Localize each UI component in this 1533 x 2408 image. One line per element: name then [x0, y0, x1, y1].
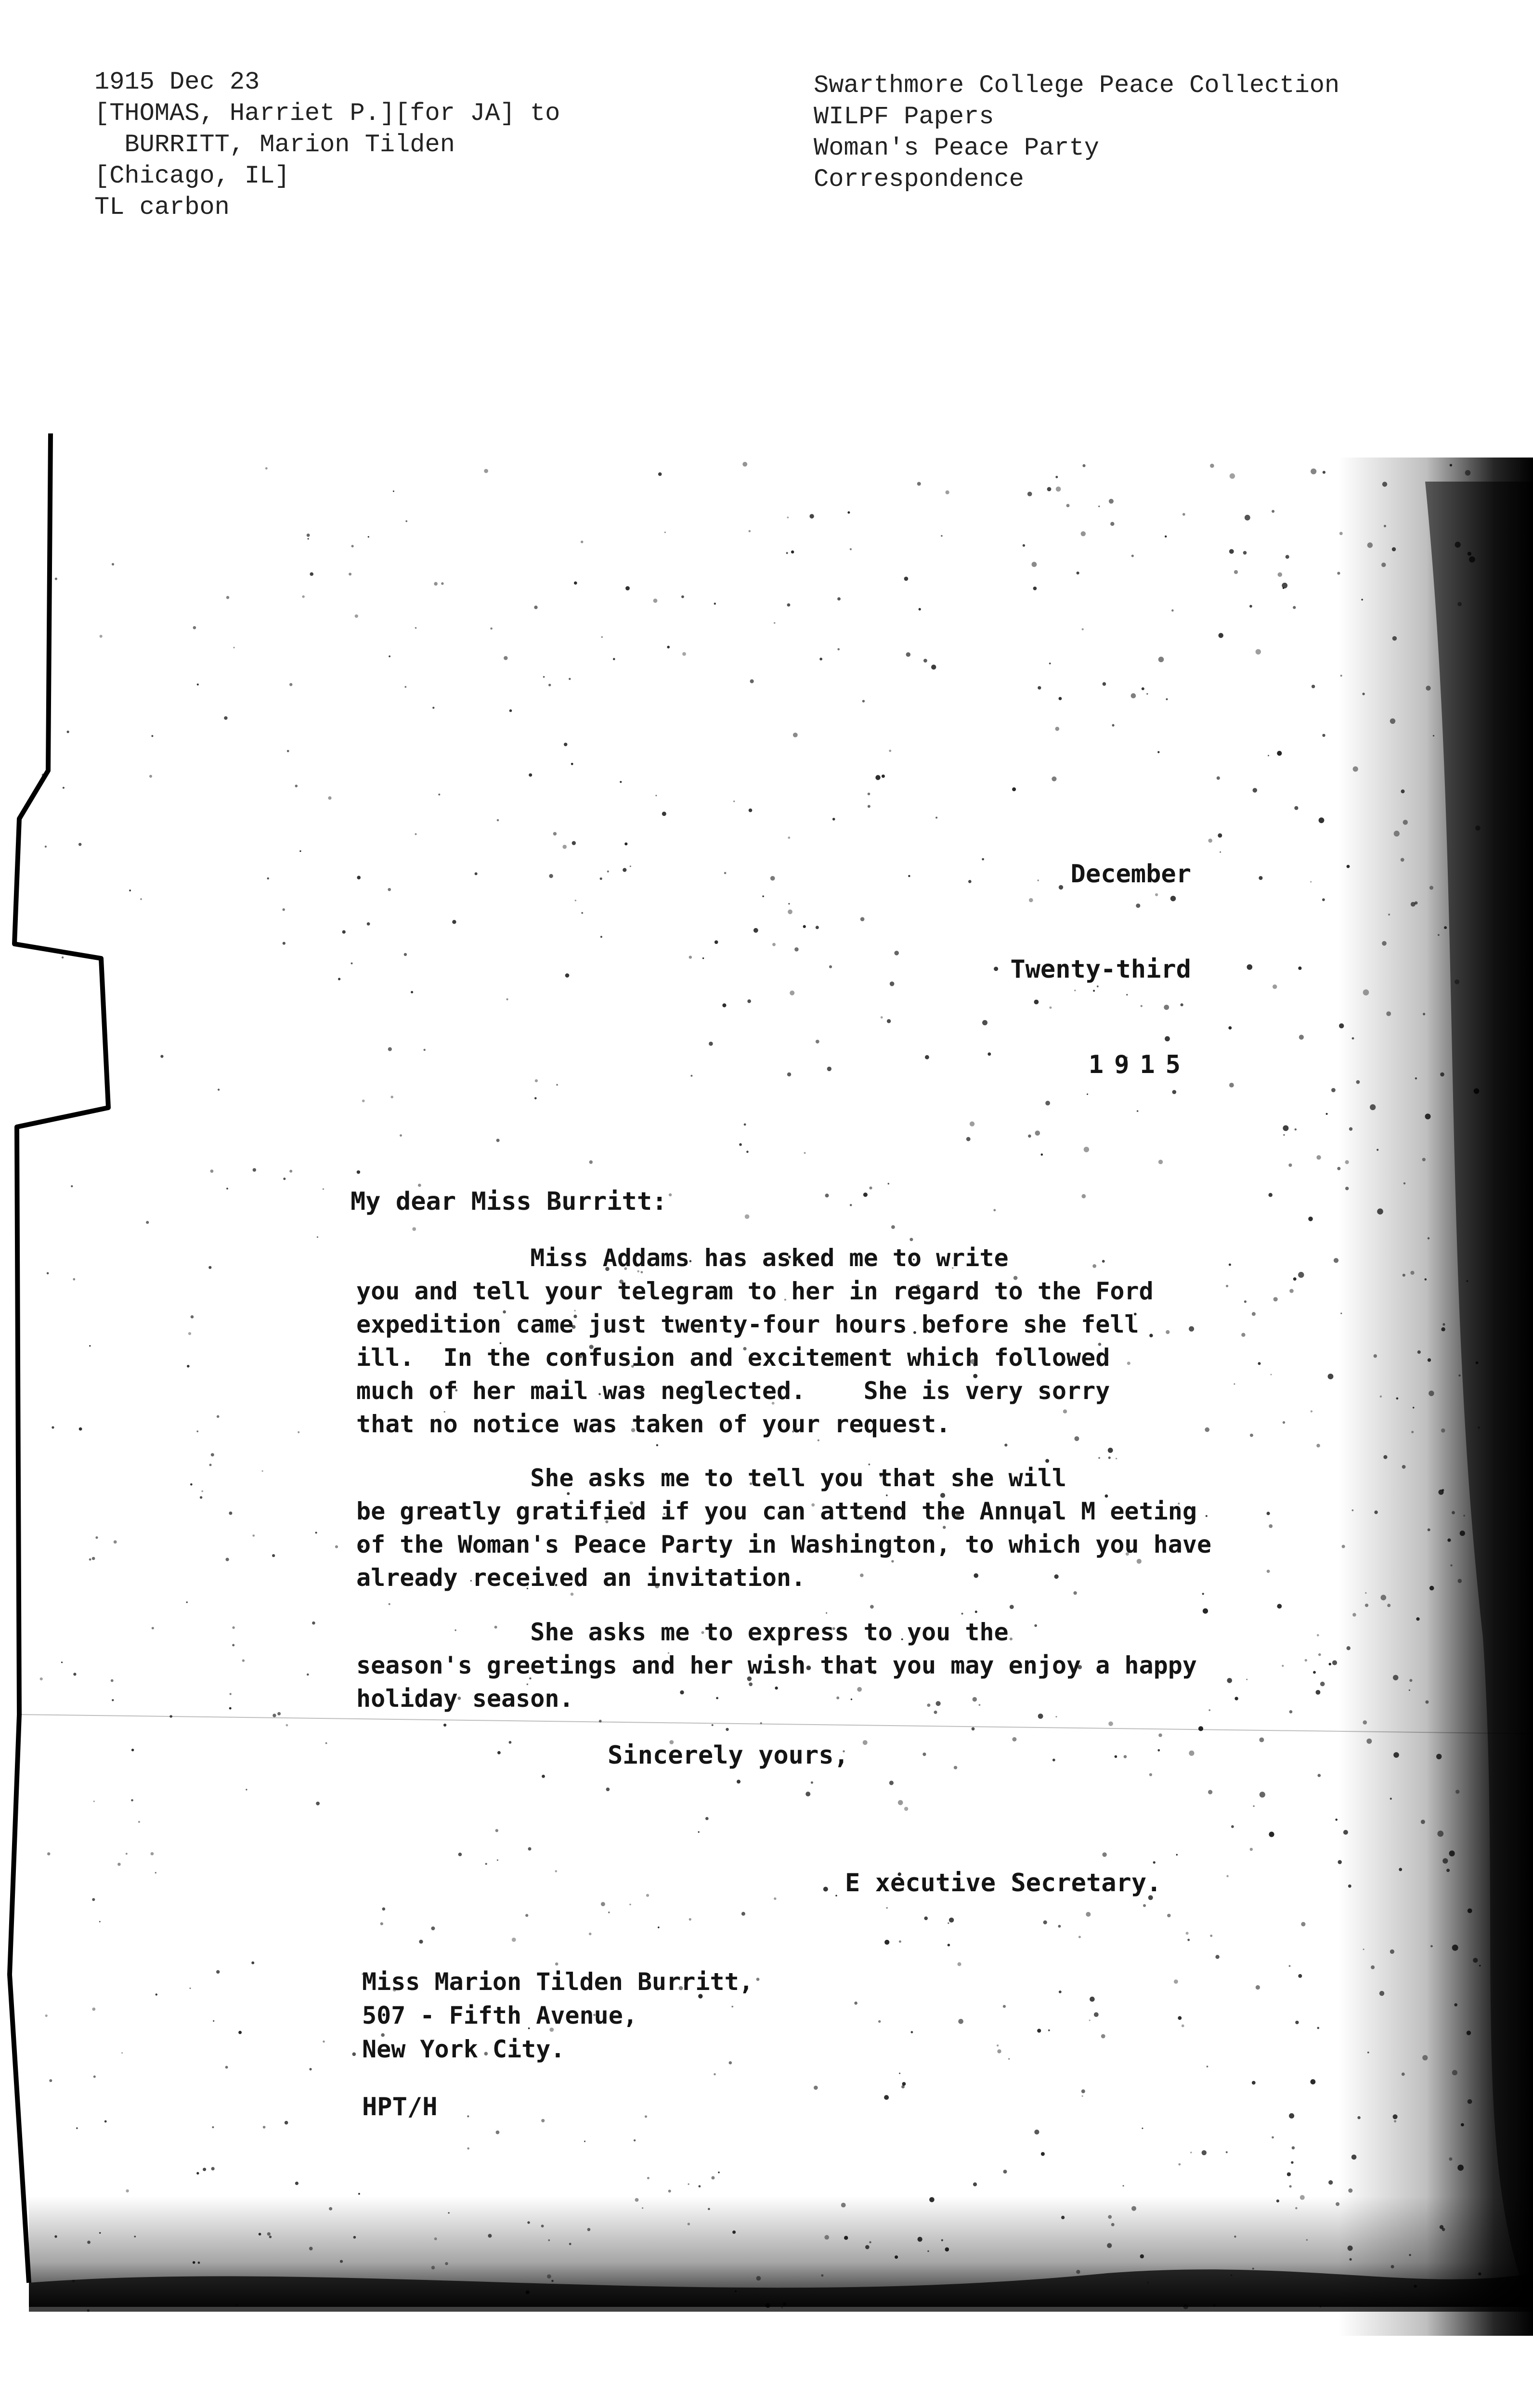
- date-day: Twenty-third: [1010, 955, 1191, 984]
- date-month: December: [1070, 860, 1191, 889]
- catalog-place: [Chicago, IL]: [94, 162, 290, 190]
- paragraph-line: be greatly gratified if you can attend the Annual M eeting: [356, 1497, 1197, 1525]
- closing: Sincerely yours,: [608, 1741, 849, 1770]
- salutation: My dear Miss Burritt:: [351, 1187, 667, 1216]
- address-street: 507 - Fifth Avenue,: [362, 2002, 637, 2029]
- collection-name: Swarthmore College Peace Collection: [814, 71, 1340, 100]
- address-city: New York City.: [362, 2035, 565, 2063]
- catalog-author: [THOMAS, Harriet P.][for JA] to: [94, 99, 560, 128]
- collection-subseries: Woman's Peace Party: [814, 134, 1099, 162]
- paragraph-line: expedition came just twenty-four hours before she fell: [356, 1310, 1139, 1338]
- paragraph-line: that no notice was taken of your request.: [356, 1410, 951, 1438]
- catalog-info-left: [94, 66, 560, 223]
- paragraph-line: of the Woman's Peace Party in Washington, to which you have: [356, 1531, 1212, 1558]
- paragraph-line: She asks me to tell you that she will: [356, 1464, 1067, 1492]
- collection-series: WILPF Papers: [814, 103, 994, 131]
- recipient-address: [362, 1965, 754, 2066]
- collection-type: Correspondence: [814, 165, 1024, 194]
- body-paragraph-1: [356, 1242, 1271, 1441]
- paragraph-line: much of her mail was neglected. She is very sorry: [356, 1377, 1110, 1405]
- typist-initials: HPT/H: [362, 2093, 438, 2121]
- signature-title: E xecutive Secretary.: [845, 1869, 1162, 1898]
- paragraph-line: you and tell your telegram to her in regard to the Ford: [356, 1277, 1154, 1305]
- body-paragraph-3: [356, 1616, 1271, 1715]
- catalog-info-right: [814, 70, 1339, 195]
- catalog-format: TL carbon: [94, 193, 230, 222]
- paragraph-line: She asks me to express to you the: [356, 1618, 1009, 1646]
- paragraph-line: season's greetings and her wish that you may enjoy a happy: [356, 1651, 1197, 1679]
- paragraph-line: Miss Addams has asked me to write: [356, 1244, 1009, 1272]
- catalog-recipient: BURRITT, Marion Tilden: [94, 131, 455, 159]
- paragraph-line: ill. In the confusion and excitement which followed: [356, 1344, 1110, 1372]
- body-paragraph-2: [356, 1462, 1271, 1595]
- paragraph-line: holiday season.: [356, 1685, 574, 1713]
- catalog-date: 1915 Dec 23: [94, 68, 260, 96]
- letter-date: [1010, 795, 1191, 1144]
- address-name: Miss Marion Tilden Burritt,: [362, 1968, 754, 1996]
- date-year: 1915: [1088, 1050, 1191, 1079]
- paragraph-line: already received an invitation.: [356, 1564, 806, 1592]
